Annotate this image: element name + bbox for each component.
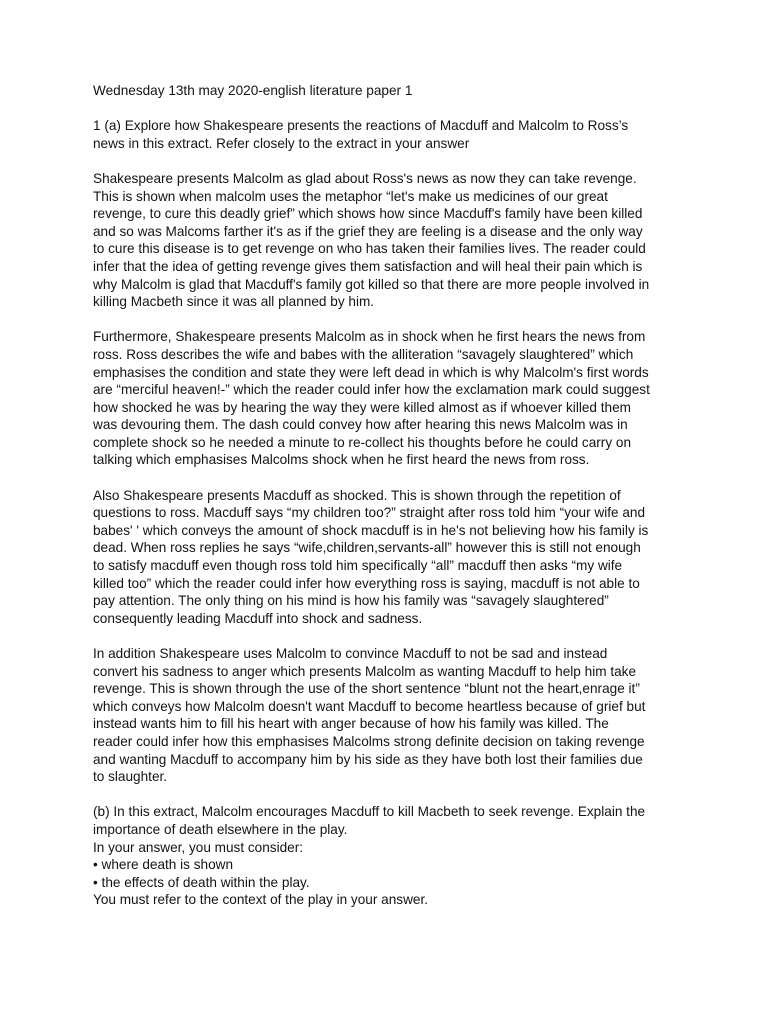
answer-paragraph-3: Also Shakespeare presents Macduff as shocked. This is shown through the repetition of questions to ross. Macduff says “my children too?” straight after ross told him “your wife and babes' ' which conveys the amount of shock macduff is in he's not believing how his family is dead. When ross replies he says “wife,children,servants-all” however this is still not enough to satisfy macduff even though ross told him specifically “all” macduff then asks “my wife killed too” which the reader could infer how everything ross is saying, macduff is not able to pay attention. The only thing on his mind is how his family was “savagely slaughtered” consequently leading Macduff into shock and sadness. — [93, 487, 649, 626]
question-1b-bullet-2: • the effects of death within the play. — [93, 874, 310, 890]
question-1b-bullet-1: • where death is shown — [93, 857, 234, 873]
date-line: Wednesday 13th may 2020-english literature paper 1 — [93, 83, 413, 98]
question-1b-prompt: (b) In this extract, Malcolm encourages Macduff to kill Macbeth to seek revenge. Explain the importance of death elsewhere in the play. — [93, 804, 646, 837]
question-1b — [93, 803, 683, 909]
answer-paragraph-1: Shakespeare presents Malcolm as glad about Ross's news as now they can take revenge. This is shown when malcolm uses the metaphor “let's make us medicines of our great revenge, to cure this deadly grief” which shows how since Macduff's family have been killed and so was Malcoms farther it's as if the grief they are feeling is a disease and the only way to cure this disease is to get revenge on who has taken their families lives. The reader could infer that the idea of getting revenge gives them satisfaction and will heal their pain which is why Malcolm is glad that Macduff's family got killed so that there are more people involved in killing Macbeth since it was all planned by him. — [93, 170, 650, 310]
question-1a: 1 (a) Explore how Shakespeare presents the reactions of Macduff and Malcolm to Ross’s news in this extract. Refer closely to the extract in your answer — [93, 118, 629, 151]
document-page — [93, 82, 683, 909]
question-1b-consider-intro: In your answer, you must consider: — [93, 839, 304, 855]
answer-paragraph-2: Furthermore, Shakespeare presents Malcolm as in shock when he first hears the news from ross. Ross describes the wife and babes with the alliteration “savagely slaughtered” which emphasises the condition and state they were left dead in which is why Malcolm's first words are “merciful heaven!-” which the reader could infer how the exclamation mark could suggest how shocked he was by hearing the way they were killed almost as if whoever killed them was devouring them. The dash could convey how after hearing this news Malcolm was in complete shock so he needed a minute to re-collect his thoughts before he could carry on talking which emphasises Malcolms shock when he first heard the news from ross. — [93, 329, 650, 468]
question-1b-context-note: You must refer to the context of the play in your answer. — [93, 892, 428, 908]
answer-paragraph-4: In addition Shakespeare uses Malcolm to convince Macduff to not be sad and instead convert his sadness to anger which presents Malcolm as wanting Macduff to help him take revenge. This is shown through the use of the short sentence “blunt not the heart,enrage it” which conveys how Malcolm doesn't want Macduff to become heartless because of grief but instead wants him to fill his heart with anger because of how his family was killed. The reader could infer how this emphasises Malcolms strong definite decision on taking revenge and wanting Macduff to accompany him by his side as they have both lost their families due to slaughter. — [93, 646, 646, 785]
